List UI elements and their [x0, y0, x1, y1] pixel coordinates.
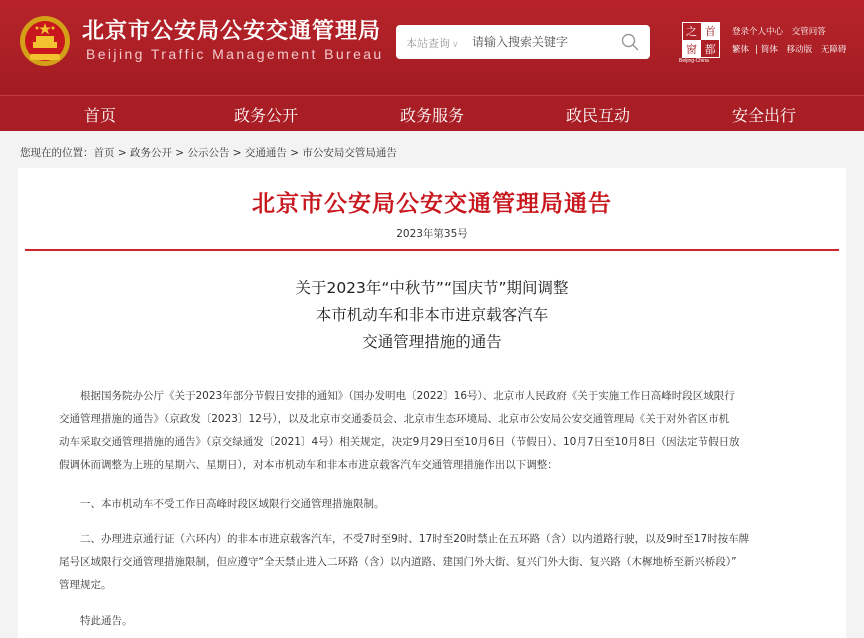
nav-item-home[interactable]: 首页	[83, 106, 117, 125]
article-paragraph-2	[59, 493, 815, 516]
site-title[interactable]: 北京市公安局公安交通管理局	[82, 19, 382, 44]
paragraph-line: 尾号区域限行交通管理措施限制，但应遵守“全天禁止进入二环路（含）以内道路、建国门外大街、复兴门外大街、复兴路（木樨地桥至新兴桥段）”	[59, 556, 737, 568]
top-links-row-1	[732, 25, 832, 37]
search-icon[interactable]	[620, 32, 640, 52]
top-links-row-2	[732, 43, 852, 55]
capital-logo-char-1: 之	[686, 25, 697, 38]
nav-item-gov-affairs[interactable]: 政务公开	[233, 106, 299, 125]
article-subtitle-line-1: 关于2023年“中秋节”“国庆节”期间调整	[295, 279, 569, 297]
traffic-qa-link[interactable]: 交管问答	[791, 27, 826, 37]
capital-logo-char-3: 窗	[686, 43, 697, 56]
mobile-version-link[interactable]: 移动版	[786, 45, 813, 55]
paragraph-line: 一、本市机动车不受工作日高峰时段区域限行交通管理措施限制。	[80, 498, 385, 510]
paragraph-line: 管理规定。	[59, 579, 112, 591]
breadcrumb[interactable]: 您现在的位置：首页 > 政务公开 > 公示公告 > 交通通告 > 市公安局交管局通告	[20, 147, 397, 159]
chevron-down-icon: ∨	[452, 40, 459, 50]
main-nav	[0, 95, 864, 131]
nav-item-safe-travel[interactable]: 安全出行	[731, 106, 797, 125]
article-subtitle-line-3: 交通管理措施的通告	[362, 333, 502, 351]
search-scope-select[interactable]	[406, 35, 459, 51]
capital-logo-caption: Beijing-China	[679, 58, 709, 64]
paragraph-line: 假调休而调整为上班的星期六、星期日），对本市机动车和非本市进京载客汽车交通管理措施作出以下调整：	[59, 459, 558, 471]
search-box	[396, 25, 650, 59]
article-paragraph-3	[59, 528, 815, 597]
simplified-chinese-link[interactable]: 简体	[760, 45, 778, 55]
paragraph-line: 二、办理进京通行证（六环内）的非本市进京载客汽车，不受7时至9时、17时至20时禁止在五环路（含）以内道路行驶，以及9时至17时按车牌	[80, 533, 750, 545]
traditional-chinese-link[interactable]: 繁体	[732, 45, 750, 55]
accessibility-link[interactable]: 无障碍	[820, 45, 847, 55]
capital-logo-char-4: 都	[704, 43, 716, 56]
link-divider: |	[755, 45, 758, 55]
article-panel	[18, 168, 846, 638]
nav-item-gov-services[interactable]: 政务服务	[399, 106, 465, 125]
paragraph-line: 特此通告。	[80, 615, 133, 627]
search-scope-label: 本站查询	[406, 37, 450, 50]
national-emblem-icon[interactable]	[18, 14, 72, 68]
article-paragraph-1	[59, 385, 815, 477]
article-paragraph-4	[59, 610, 815, 633]
doc-number: 2023年第35号	[396, 228, 468, 240]
page-title: 北京市公安局公安交通管理局通告	[252, 191, 612, 217]
nav-item-interaction[interactable]: 政民互动	[565, 106, 631, 125]
user-center-link[interactable]: 登录个人中心	[732, 27, 784, 37]
article-subtitle-line-2: 本市机动车和非本市进京载客汽车	[315, 306, 549, 324]
search-input[interactable]	[472, 33, 612, 51]
site-subtitle: Beijing Traffic Management Bureau	[86, 46, 384, 62]
capital-logo-char-2: 首	[704, 25, 716, 38]
paragraph-line: 动车采取交通管理措施的通告》（京交绿通发〔2021〕4号）相关规定，决定9月29日至10月6日（节假日）、10月7日至10月8日（因法定节假日放	[59, 436, 740, 448]
paragraph-line: 根据国务院办公厅《关于2023年部分节假日安排的通知》（国办发明电〔2022〕16号）、北京市人民政府《关于实施工作日高峰时段区域限行	[80, 390, 735, 402]
site-header	[0, 0, 864, 95]
paragraph-line: 交通管理措施的通告》（京政发〔2023〕12号），以及北京市交通委员会、北京市生态环境局、北京市公安局公安交通管理局《关于对外省区市机	[59, 413, 730, 425]
title-divider	[25, 249, 839, 251]
